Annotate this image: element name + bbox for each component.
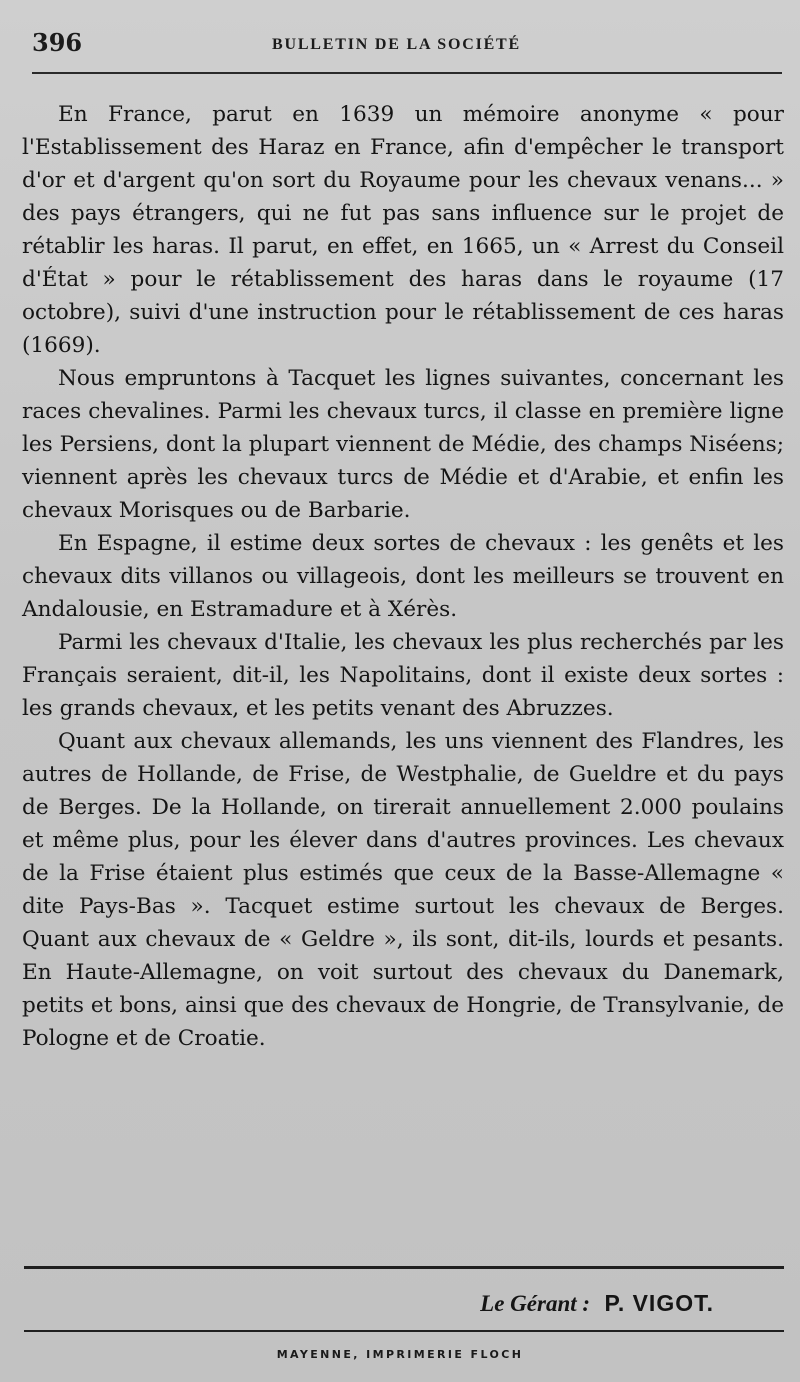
printer-imprint: MAYENNE, IMPRIMERIE FLOCH [276, 1348, 524, 1361]
body-text [22, 98, 784, 1055]
page-number: 396 [32, 28, 83, 57]
footer-rule-top [24, 1266, 784, 1269]
paragraph-chevaux-turcs: Nous empruntons à Tacquet les lignes suivantes, concernant les races chevalines. Parmi les chevaux turcs, il classe en première ligne les Persiens, dont la plupart viennent de Médie, des champs Niséens; viennent après les chevaux turcs de Médie et d'Arabie, et enfin les chevaux Morisques ou de Barbarie. [22, 366, 784, 523]
footer-rule-bottom [24, 1330, 784, 1332]
signature-name: P. VIGOT. [604, 1290, 714, 1316]
paragraph-chevaux-allemands: Quant aux chevaux allemands, les uns viennent des Flandres, les autres de Hollande, de Frise, de Westphalie, de Gueldre et du pays de Berges. De la Hollande, on tirerait annuellement 2.000 poulains et même plus, pour les élever dans d'autres provinces. Les chevaux de la Frise étaient plus estimés que ceux de la Basse-Allemagne « dite Pays-Bas ». Tacquet estime surtout les chevaux de Berges. Quant aux chevaux de « Geldre », ils sont, dit-ils, lourds et pesants. En Haute-Allemagne, on voit surtout des chevaux du Danemark, petits et bons, ainsi que des chevaux de Hongrie, de Transylvanie, de Pologne et de Croatie. [22, 729, 784, 1051]
paragraph-haras-france: En France, parut en 1639 un mémoire anonyme « pour l'Establissement des Haraz en France, afin d'empêcher le transport d'or et d'argent qu'on sort du Royaume pour les chevaux venans... » des pays étrangers, qui ne fut pas sans influence sur le projet de rétablir les haras. Il parut, en effet, en 1665, un « Arrest du Conseil d'État » pour le rétablissement des haras dans le royaume (17 octobre), suivi d'une instruction pour le rétablissement de ces haras (1669). [22, 102, 784, 358]
running-head: BULLETIN DE LA SOCIÉTÉ [272, 36, 522, 53]
header-rule [32, 72, 782, 74]
signature-role: Le Gérant : [480, 1291, 591, 1316]
page-header [32, 22, 780, 62]
paragraph-chevaux-espagne: En Espagne, il estime deux sortes de chevaux : les genêts et les chevaux dits villanos ou villageois, dont les meilleurs se trouvent en Andalousie, en Estramadure et à Xérès. [22, 531, 784, 622]
paragraph-chevaux-italie: Parmi les chevaux d'Italie, les chevaux les plus recherchés par les Français seraient, dit-il, les Napolitains, dont il existe deux sortes : les grands chevaux, et les petits venant des Abruzzes. [22, 630, 784, 721]
signature [480, 1290, 714, 1317]
